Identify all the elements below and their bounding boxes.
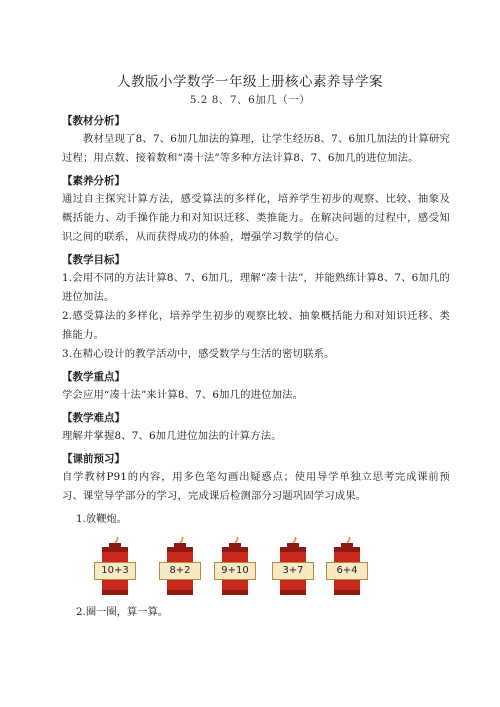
firecracker-4 [270, 537, 316, 597]
firecracker-label-1: 10+3 [94, 562, 136, 580]
firecracker-row [62, 537, 450, 599]
heading-key-points: 【教学重点】 [62, 371, 125, 383]
lesson-subtitle: 5.2 8、7、6加几（一） [189, 94, 311, 106]
analysis-text: 教材呈现了8、7、6加几加法的算理，让学生经历8、7、6加几加法的计算研究过程；用点数、接着数和“凑十法”等多种方法计算8、7、6加几的进位加法。 [62, 133, 450, 164]
firecracker-5 [324, 537, 370, 597]
firecracker-label-4: 3+7 [272, 562, 314, 580]
heading-goals: 【教学目标】 [62, 254, 125, 266]
document-title: 人教版小学数学一年级上册核心素养导学案 [117, 74, 383, 90]
firecracker-2 [157, 537, 203, 597]
heading-analysis: 【教材分析】 [62, 115, 125, 127]
heading-difficulties: 【教学难点】 [62, 412, 125, 424]
task-circle-count: 2.圈一圈，算一算。 [76, 606, 169, 618]
firecracker-label-2: 8+2 [159, 562, 201, 580]
firecracker-1 [92, 537, 138, 597]
goal-item-2: 2.感受算法的多样化，培养学生初步的观察比较、抽象概括能力和对知识迁移、类推能力。 [62, 310, 450, 341]
heading-literacy: 【素养分析】 [62, 175, 125, 187]
firecracker-label-3: 9+10 [214, 562, 256, 580]
task-firecrackers: 1.放鞭炮。 [76, 513, 128, 525]
document-body [62, 108, 450, 622]
firecracker-3 [212, 537, 258, 597]
preview-text: 自学教材P91的内容，用多色笔勾画出疑惑点；使用导学单独立思考完成课前预习、课堂导学部分的学习，完成课后检测部分习题巩固学习成果。 [62, 471, 450, 502]
heading-preview: 【课前预习】 [62, 453, 125, 465]
firecracker-label-5: 6+4 [326, 562, 368, 580]
goal-item-3: 3.在精心设计的教学活动中，感受数学与生活的密切联系。 [62, 348, 335, 360]
goal-item-1: 1.会用不同的方法计算8、7、6加几，理解“凑十法”，并能熟练计算8、7、6加几的进位加法。 [62, 272, 450, 303]
difficulties-text: 理解并掌握8、7、6加几进位加法的计算方法。 [62, 430, 282, 442]
literacy-text: 通过自主探究计算方法，感受算法的多样化，培养学生初步的观察、比较、抽象及概括能力、动手操作能力和对知识迁移、类推能力。在解决问题的过程中，感受知识之间的联系，从而获得成功的体验，增强学习数学的信心。 [62, 193, 450, 243]
key-points-text: 学会应用“凑十法”来计算8、7、6加几的进位加法。 [62, 389, 304, 401]
